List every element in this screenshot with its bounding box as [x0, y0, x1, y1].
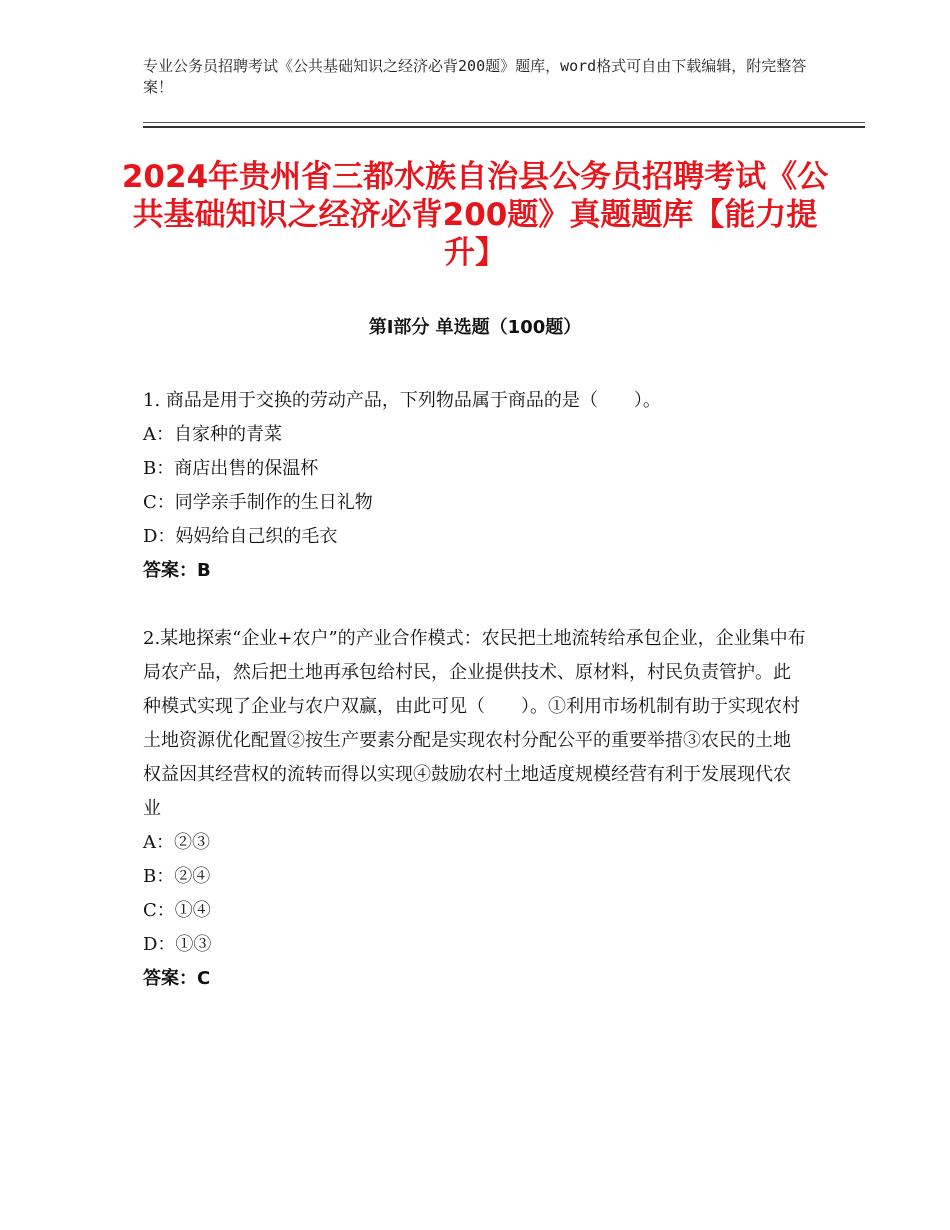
header-divider-thick — [143, 126, 865, 128]
option-d: D：①③ — [143, 934, 212, 955]
header-note: 专业公务员招聘考试《公共基础知识之经济必背200题》题库，word格式可自由下载编辑，附完整答案！ — [143, 57, 807, 96]
option-d: D：妈妈给自己织的毛衣 — [143, 526, 338, 547]
answer: 答案：C — [143, 968, 211, 989]
option-a: A：②③ — [143, 832, 210, 853]
option-a: A：自家种的青菜 — [143, 424, 282, 445]
answer: 答案：B — [143, 560, 211, 581]
document-title: 2024年贵州省三都水族自治县公务员招聘考试《公共基础知识之经济必背200题》真题题库【能力提升】 — [121, 159, 829, 271]
option-b: B：商店出售的保温杯 — [143, 458, 319, 479]
option-c: C：①④ — [143, 900, 211, 921]
question-stem: 2.某地探索“企业+农户”的产业合作模式：农民把土地流转给承包企业，企业集中布局农产品，然后把土地再承包给村民，企业提供技术、原材料，村民负责管护。此种模式实现了企业与农户双赢，由此可见（ ）。①利用市场机制有助于实现农村土地资源优化配置②按生产要素分配是实现农村分配公平的重要举措③农民的土地权益因其经营权的流转而得以实现④鼓励农村土地适度规模经营有利于发展现代农业 — [143, 628, 806, 819]
section-title: 第Ⅰ部分 单选题（100题） — [368, 317, 582, 338]
question-stem: 1. 商品是用于交换的劳动产品，下列物品属于商品的是（ ）。 — [143, 390, 661, 411]
header-divider-thin — [143, 122, 865, 123]
question-2 — [143, 622, 807, 996]
question-1 — [143, 384, 807, 588]
option-c: C：同学亲手制作的生日礼物 — [143, 492, 373, 513]
option-b: B：②④ — [143, 866, 211, 887]
